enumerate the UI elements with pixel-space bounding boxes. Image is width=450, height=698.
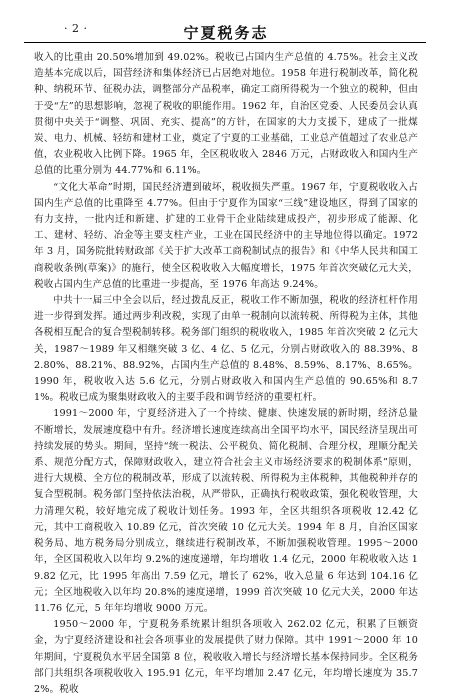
running-header <box>34 0 418 44</box>
paragraph-1: 收入的比重由 20.50%增加到 49.02%。税收已占国内生产总值的 4.75%。社会主义改造基本完成以后，国营经济和集体经济已占居绝对地位。1958 年进行税制改革，简化税种、纳税环节、征税办法，调整部分产品税率，确定工商所得税为一个独立的税种，但由于受“左”的思想影响，忽视了税收的职能作用。1962 年，自治区党委、人民委员会认真贯彻中央关于“调整、巩固、充实、提高”的方针，在国家的大力支援下，建成了一批煤炭、电力、机械、轻纺和建材工业，奠定了宁夏的工业基础，工业总产值超过了农业总产值，农业税收入比例下降。1965 年，全区税收收入 2846 万元，占财政收入和国内生产总值的比重分别为 44.77%和 6.11%。 <box>34 52 418 177</box>
paragraph-5: 1950～2000 年，宁夏税务系统累计组织各项收入 262.02 亿元，积累了巨额资金，为宁夏经济建设和社会各项事业的发展提供了财力保障。其中 1991～2000 年 10 年期间，宁夏税负水平居全国第 8 位，税收收入增长与经济增长基本保持同步。全区税务部门共组织各项税收收入 195.91 亿元，年平均增加 2.47 亿元，年均增长速度为 35.72%。税收 <box>34 619 418 695</box>
paragraph-4: 1991～2000 年，宁夏经济进入了一个持续、健康、快速发展的新时期，经济总量不断增长，发展速度稳中有升。经济增长速度连续高出全国平均水平，国民经济呈现出可持续发展的势头。期间，坚持“统一税法、公平税负、简化税制、合理分权，理顺分配关系、规范分配方式，保障财政收入，建立符合社会主义市场经济要求的税制体系”原则，进行大规模、全方位的税制改革，形成了以流转税、所得税为主体税种，其他税种并存的复合型税制。税务部门坚持依法治税，从严带队，正确执行税收政策，强化税收管理，大力清理欠税，较好地完成了税收计划任务。1993 年，全区共组织各项税收 12.42 亿元，其中工商税收入 10.89 亿元，首次突破 10 亿元大关。1994 年 8 月，自治区国家税务局、地方税务局分别成立，继续进行税制改革，不断加强税收管理。1995～2000 年，全区国税收入以年均 9.2%的速度递增，年均增收 1.4 亿元，2000 年税收收入达 19.82 亿元，比 1995 年高出 7.59 亿元，增长了 62%，收入总量 6 年达到 104.16 亿元；全区地税收入以年均 20.8%的速度递增，1999 首次突破 10 亿元大关，2000 年达 11.76 亿元，5 年年均增收 9000 万元。 <box>34 408 418 614</box>
body-text <box>34 50 418 698</box>
page-number: · 2 · <box>64 22 88 35</box>
paragraph-3: 中共十一届三中全会以后，经过拨乱反正，税收工作不断加强，税收的经济杠杆作用进一步得到发挥。通过两步利改税，实现了由单一税制向以流转税、所得税为主体，其他各税相互配合的复合型税制转移。税务部门组织的税收收入，1985 年首次突破 2 亿元大关，1987～1989 年又相继突破 3 亿、4 亿、5 亿元，分别占财政收入的 88.39%、82.80%、88.21%、88.92%，占国内生产总值的 8.48%、8.59%、8.17%、8.65%。1990 年，税收收入达 5.6 亿元，分别占财政收入和国内生产总值的 90.65%和 8.71%。税收已成为聚集财政收入的主要手段和调节经济的重要杠杆。 <box>34 295 418 404</box>
paragraph-2: “文化大革命”时期，国民经济遭到破坏，税收损失严重。1967 年，宁夏税收收入占国内生产总值的比重降至 4.77%。但由于宁夏作为国家“三线”建设地区，得到了国家的有力支持，一批内迁和新建、扩建的工业骨干企业陆续建成投产，初步形成了能源、化工、建材、轻纺、冶金等主要支柱产业，工业在国民经济中的主导地位得以确定。1972 年 3 月，国务院批转财政部《关于扩大改革工商税制试点的报告》和《中华人民共和国工商税收条例(草案)》的施行，使全区税收收入大幅度增长，1975 年首次突破亿元大关，税收占国内生产总值的比重进一步提高，至 1976 年高达 9.24%。 <box>34 181 418 290</box>
book-title: 宁夏税务志 <box>183 24 269 42</box>
header-rule <box>24 42 426 43</box>
